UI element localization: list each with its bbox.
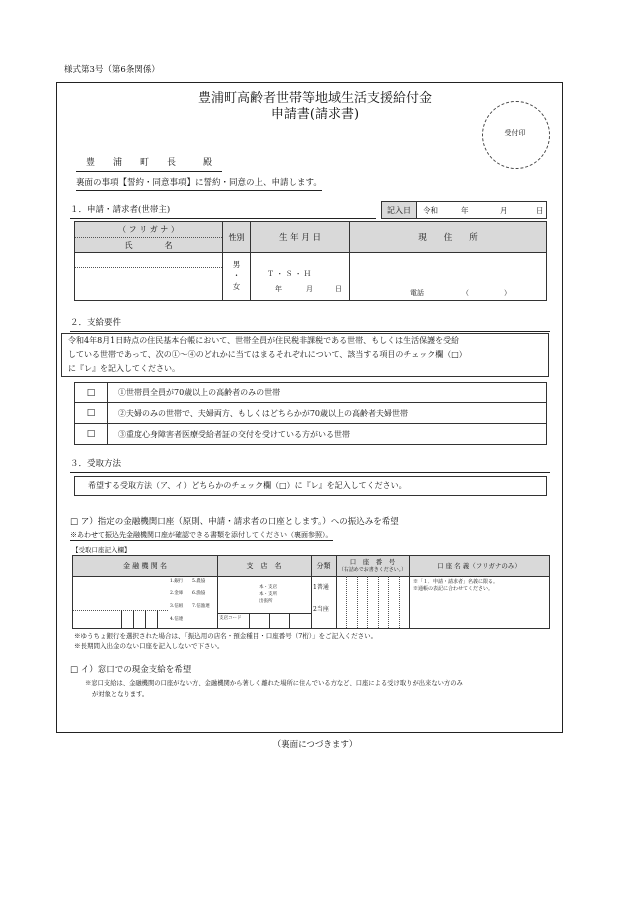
account-form-label: 【受取口座記入欄】 [72,546,131,554]
section1-heading: １．申請・請求者(世帯主) [70,206,376,219]
branch-type-1: 本・支店 [259,585,277,590]
bank-type-3: 3.信組 [170,604,184,609]
applicant-table [74,221,547,301]
account-note-2: ※長期間入出金のない口座を記入しないで下さい。 [74,642,224,650]
bank-type-5: 5.農協 [192,579,206,584]
form-number: 様式第3号（第6条関係） [64,65,160,75]
bank-type-6: 6.漁協 [192,591,206,596]
eligibility-table [74,382,547,445]
dob-day-unit: 日 [335,285,342,293]
option-a-note: ※あわせて振込先金融機関口座が確認できる書類を添付してください（裏面参照）。 [70,531,333,539]
bank-type-options [168,576,217,628]
bank-type-2: 2.金庫 [170,591,184,596]
dob-year-unit: 年 [275,285,282,293]
account-holder-header: 口 座 名 義（フリガナのみ） [437,562,521,570]
section3-heading: ３．受取方法 [70,460,550,473]
option-b-note-1: ※窓口支給は、金融機関の口座がない方、金融機関から著しく離れた場所に住んでいる方など、口座による受け取りが出来ない方のみ [85,680,463,687]
bank-type-1: 1.銀行 [170,579,184,584]
date-field[interactable] [417,202,547,219]
date-day-unit: 日 [536,206,544,215]
date-year-unit: 年 [461,206,469,215]
date-label: 記入日 [382,202,417,219]
eligibility-item-3: ③重度心身障害者医療受給者証の交付を受けている方がいる世帯 [108,424,547,445]
gender-male: 男 [232,260,241,269]
option-a-bank-transfer[interactable]: □ ア）指定の金融機関口座（原則、申請・請求者の口座とします。）への振込みを希望 [70,517,399,527]
eligibility-item-2: ②夫婦のみの世帯で、夫婦両方、もしくはどちらかが70歳以上の高齢者夫婦世帯 [108,403,547,424]
class-current[interactable]: 2当座 [313,606,329,613]
addressee: 豊 浦 町 長 殿 [76,159,222,172]
date-month-unit: 月 [500,206,508,215]
gender-field[interactable] [223,253,251,301]
dob-month-unit: 月 [306,285,313,293]
class-header: 分類 [316,562,331,570]
gender-female: 女 [232,282,241,291]
receive-instruction: 希望する受取方法（ア、イ）どちらかのチェック欄（□）に『レ』を記入してください。 [88,481,407,490]
holder-note-2: ※通帳の表記に合わせてください。 [413,586,494,592]
name-header [75,222,223,253]
branch-type-2: 本・支所 [259,592,277,597]
class-ordinary[interactable]: 1普通 [313,584,329,591]
eligibility-checkbox-3[interactable]: □ [75,424,108,445]
furigana-label: （ フ リ ガ ナ ） [118,225,179,234]
account-number-subheader: （右詰めでお書きください。） [338,567,407,573]
branch-name-header: 支 店 名 [246,562,282,570]
account-number-header: 口 座 番 号 [349,558,396,566]
eligibility-checkbox-2[interactable]: □ [75,403,108,424]
branch-code-label: 支店コード [219,616,242,621]
bank-name-header: 金 融 機 関 名 [123,562,167,570]
phone-label: 電話 [410,289,424,297]
date-era: 令和 [423,206,438,215]
section2-heading: ２．支給要件 [70,319,550,332]
continued-on-back: （裏面につづきます） [272,740,358,750]
phone-paren: （ ） [462,289,511,297]
bank-type-4: 4.信連 [170,617,184,622]
eligibility-para-1: 令和4年8月1日時点の住民基本台帳において、世帯全員が住民税非課税である世帯、もしくは生活保護を受給 [68,336,460,345]
dob-field[interactable] [251,253,350,301]
account-table [72,555,550,629]
address-field[interactable] [350,253,547,301]
dob-header: 生 年 月 日 [251,222,350,253]
form-title: 豊浦町高齢者世帯等地域生活支援給付金 [197,91,432,106]
intro-statement: 裏面の事項【誓約・同意事項】に誓約・同意の上、申請します。 [76,179,322,191]
dob-eras: Ｔ ・ Ｓ ・ Ｈ [267,270,311,278]
option-b-note-2: が対象となります。 [92,691,149,698]
option-b-cash[interactable]: □ イ）窓口での現金支給を希望 [70,665,192,675]
account-note-1: ※ゆうちょ銀行を選択された場合は、「振込用の店名・預金種目・口座番号（7桁）」をご記入ください。 [74,632,378,640]
name-field[interactable] [75,253,223,301]
eligibility-item-1: ①世帯員全員が70歳以上の高齢者のみの世帯 [108,383,547,403]
form-subtitle: 申請書(請求書) [270,107,360,122]
eligibility-checkbox-1[interactable]: □ [75,383,108,403]
date-box [381,201,547,219]
bank-type-7: 7.信漁連 [192,604,210,609]
eligibility-para-3: に『レ』を記入してください。 [68,364,180,373]
gender-dot: ・ [232,271,241,280]
receipt-stamp-label: 受付印 [504,129,526,137]
eligibility-para-2: している世帯であって、次の①～④のどれかに当てはまるそれぞれについて、該当する項目のチェック欄（□） [68,350,467,359]
holder-note-1: ※「１．申請・請求者」名義に限る。 [413,579,499,585]
branch-type-3: 出張所 [259,599,273,604]
gender-header: 性別 [223,222,251,253]
name-label: 氏 名 [124,241,173,250]
address-header: 現 住 所 [350,222,547,253]
